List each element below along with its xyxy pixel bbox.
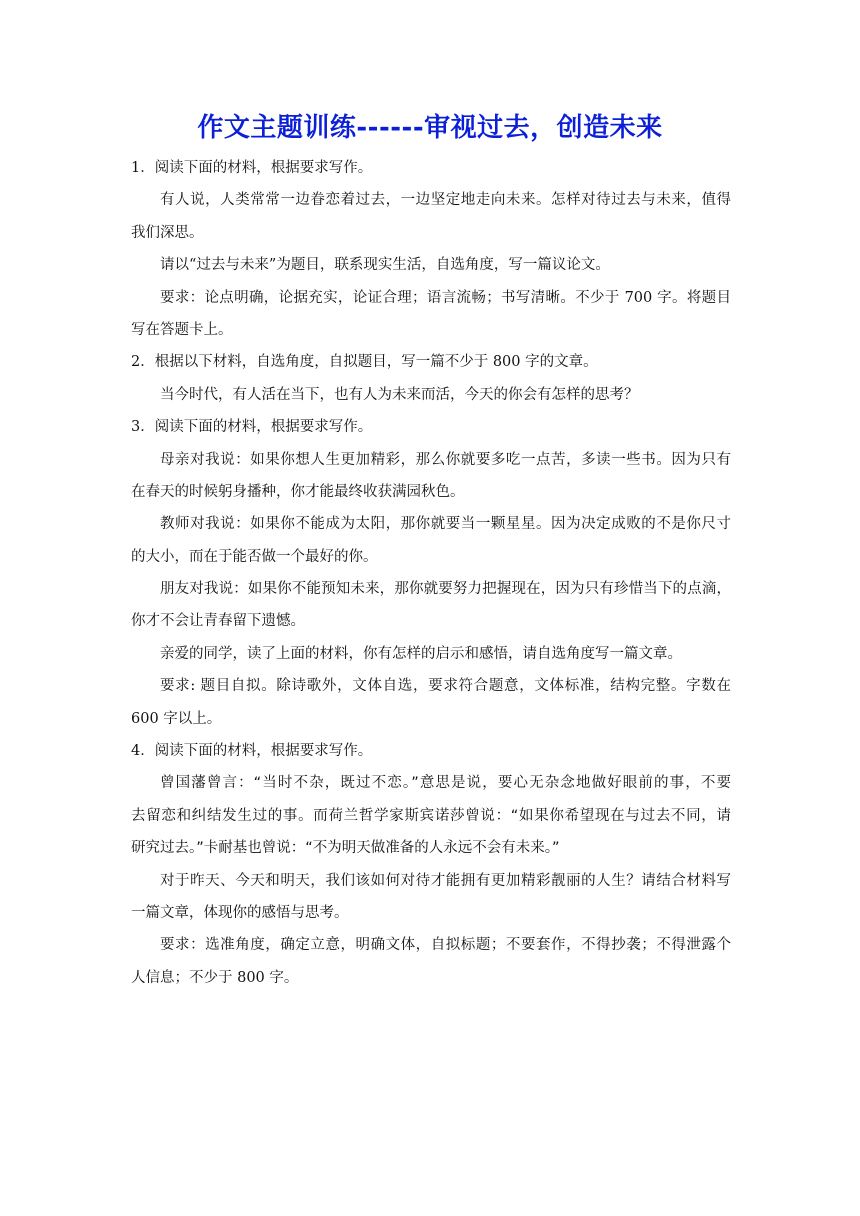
text-line: 一篇文章，体现你的感悟与思考。 bbox=[131, 904, 349, 921]
text-line: 对于昨天、今天和明天，我们该如何对待才能拥有更加精彩靓丽的人生？请结合材料写 bbox=[160, 872, 731, 889]
text-line: 我们深思。 bbox=[131, 224, 204, 241]
text-line: 要求：选准角度，确定立意，明确文体，自拟标题；不要套作，不得抄袭；不得泄露个 bbox=[160, 937, 731, 954]
text-line: 教师对我说：如果你不能成为太阳，那你就要当一颗星星。因为决定成败的不是你尺寸 bbox=[160, 516, 731, 533]
text-line: 母亲对我说：如果你想人生更加精彩，那么你就要多吃一点苦，多读一些书。因为只有 bbox=[160, 451, 731, 468]
text-line: 在春天的时候躬身播种，你才能最终收获满园秋色。 bbox=[131, 483, 465, 500]
document-title: 作文主题训练------审视过去，创造未来 bbox=[197, 113, 663, 143]
text-line: 请以“过去与未来”为题目，联系现实生活，自选角度，写一篇议论文。 bbox=[160, 257, 610, 274]
text-line: 的大小，而在于能否做一个最好的你。 bbox=[131, 548, 378, 565]
text-line: 写在答题卡上。 bbox=[131, 321, 233, 338]
text-line: 研究过去。”卡耐基也曾说：“不为明天做准备的人永远不会有未来。” bbox=[131, 840, 560, 857]
text-line: 你才不会让青春留下遗憾。 bbox=[131, 613, 305, 630]
text-line: 有人说，人类常常一边眷恋着过去，一边坚定地走向未来。怎样对待过去与未来，值得 bbox=[160, 192, 731, 209]
text-line: 人信息；不少于 800 字。 bbox=[131, 969, 299, 986]
text-line: 当今时代，有人活在当下，也有人为未来而活，今天的你会有怎样的思考？ bbox=[160, 386, 639, 403]
text-line: 3．阅读下面的材料，根据要求写作。 bbox=[131, 419, 373, 436]
text-line: 要求：论点明确，论据充实，论证合理；语言流畅；书写清晰。不少于 700 字。将题目 bbox=[160, 289, 731, 306]
text-line: 2．根据以下材料，自选角度，自拟题目，写一篇不少于 800 字的文章。 bbox=[131, 354, 598, 371]
text-line: 曾国藩曾言：“当时不杂，既过不恋。”意思是说，要心无杂念地做好眼前的事，不要 bbox=[160, 775, 731, 792]
text-line: 4．阅读下面的材料，根据要求写作。 bbox=[131, 743, 373, 760]
text-line: 去留恋和纠结发生过的事。而荷兰哲学家斯宾诺莎曾说：“如果你希望现在与过去不同，请 bbox=[131, 807, 731, 824]
text-line: 600 字以上。 bbox=[131, 710, 222, 727]
text-line: 亲爱的同学，读了上面的材料，你有怎样的启示和感悟，请自选角度写一篇文章。 bbox=[160, 645, 682, 662]
document-body bbox=[131, 152, 731, 994]
text-line: 1．阅读下面的材料，根据要求写作。 bbox=[131, 160, 373, 176]
text-line: 朋友对我说：如果你不能预知未来，那你就要努力把握现在，因为只有珍惜当下的点滴， bbox=[160, 581, 731, 598]
text-line: 要求: 题目自拟。除诗歌外，文体自选，要求符合题意，文体标准，结构完整。字数在 bbox=[160, 678, 731, 695]
